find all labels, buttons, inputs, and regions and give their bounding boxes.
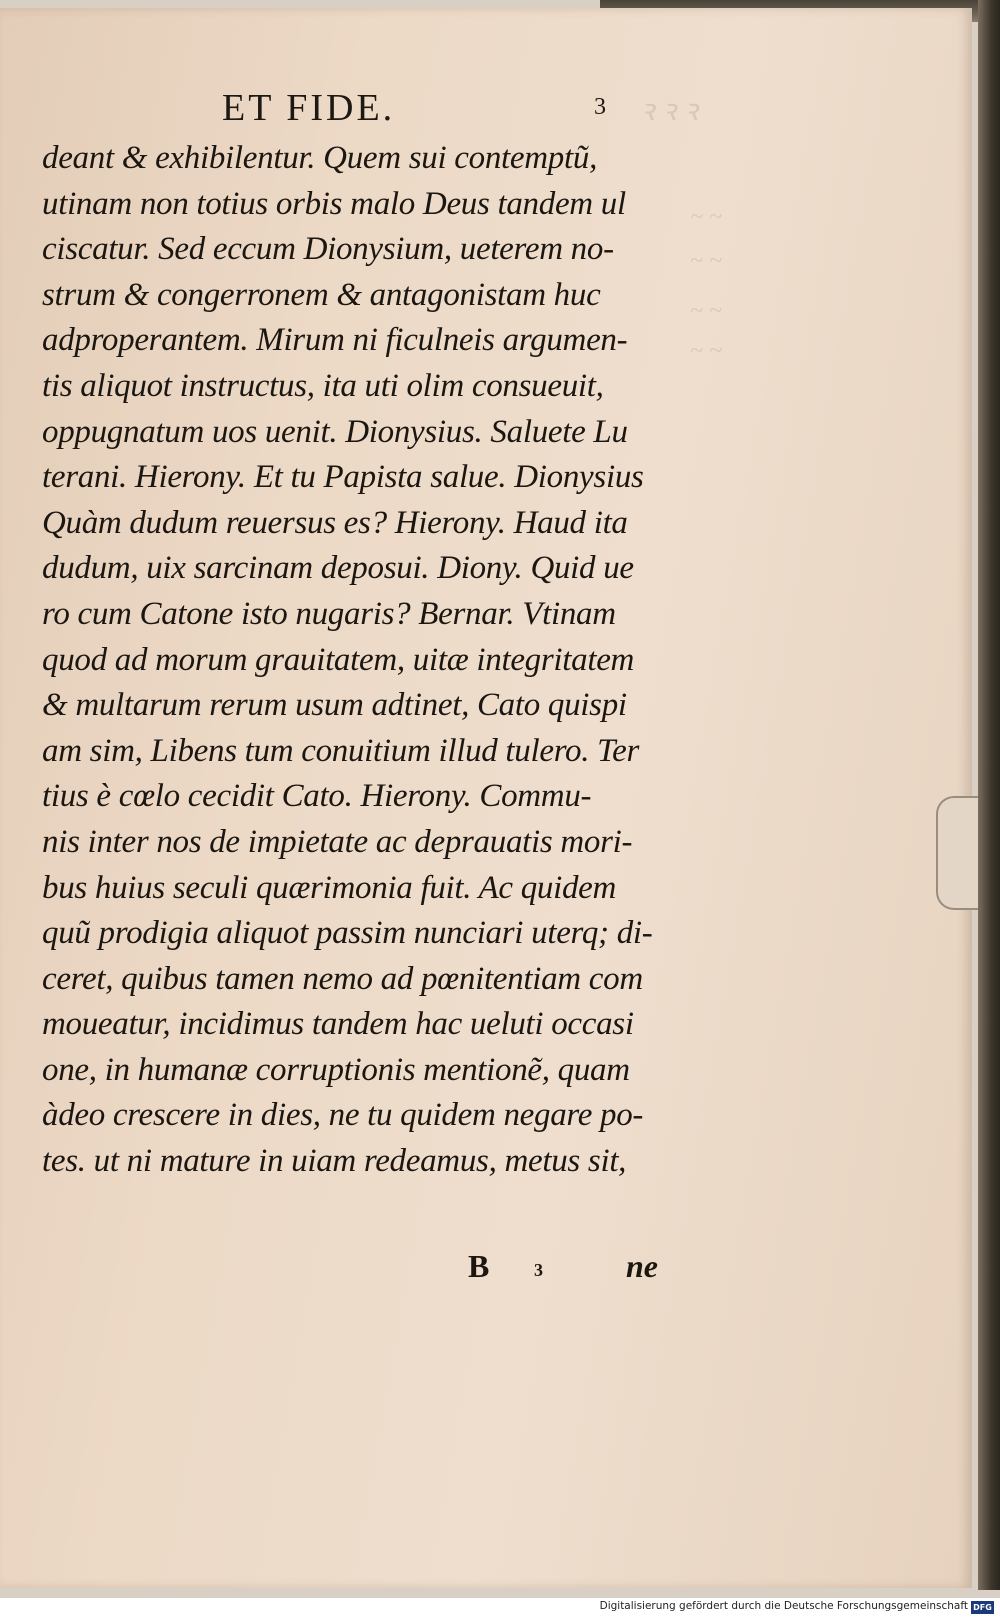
body-text xyxy=(42,136,682,1185)
text-line: one, in humanæ corruptionis mentionẽ, quam xyxy=(42,1051,630,1088)
book-edge-right xyxy=(978,0,1000,1590)
bleed-through-text: ~ ~ xyxy=(690,248,722,274)
running-head: ET FIDE. xyxy=(222,87,396,129)
text-line: nis inter nos de impietate ac deprauatis mori- xyxy=(42,823,633,860)
text-line: bus huius seculi quærimonia fuit. Ac quidem xyxy=(42,869,617,906)
text-line: ciscatur. Sed eccum Dionysium, ueterem no- xyxy=(42,231,614,268)
text-line: tius è cœlo cecidit Cato. Hierony. Commu- xyxy=(42,778,592,815)
text-line: Quàm dudum reuersus es? Hierony. Haud ita xyxy=(42,504,628,541)
text-line: quod ad morum grauitatem, uitæ integritatem xyxy=(42,641,635,678)
signature-number: 3 xyxy=(534,1260,543,1280)
text-line: moueatur, incidimus tandem hac ueluti occasi xyxy=(42,1006,634,1043)
page-tab-marker xyxy=(936,796,978,910)
text-line: adproperantem. Mirum ni ficulneis argumen- xyxy=(42,322,628,359)
funding-credit: Digitalisierung gefördert durch die Deutsche Forschungsgemeinschaft xyxy=(599,1600,968,1612)
signature-mark: B xyxy=(468,1248,490,1284)
text-line: quũ prodigia aliquot passim nunciari uterq; di- xyxy=(42,915,653,952)
book-page xyxy=(0,8,972,1588)
text-line: tes. ut ni mature in uiam redeamus, metus sit, xyxy=(42,1143,627,1180)
bleed-through-text: ~ ~ xyxy=(690,338,722,364)
bleed-through-text: ~ ~ xyxy=(690,298,722,324)
text-line: terani. Hierony. Et tu Papista salue. Dionysius xyxy=(42,459,644,496)
text-line: àdeo crescere in dies, ne tu quidem negare po- xyxy=(42,1097,644,1134)
bleed-through-text: ~ ~ xyxy=(690,204,722,230)
text-line: & multarum rerum usum adtinet, Cato quispi xyxy=(42,687,627,724)
text-line: deant & exhibilentur. Quem sui contemptũ, xyxy=(42,140,598,176)
text-line: am sim, Libens tum conuitium illud tulero. Ter xyxy=(42,732,640,769)
folio-number: 3 xyxy=(594,94,606,120)
text-line: oppugnatum uos uenit. Dionysius. Saluete Lu xyxy=(42,413,628,450)
catchword: ne xyxy=(626,1248,658,1284)
text-line: ceret, quibus tamen nemo ad pœnitentiam com xyxy=(42,960,643,997)
text-line: dudum, uix sarcinam deposui. Diony. Quid ue xyxy=(42,550,634,587)
bleed-through-text: ꝛ ꝛ ꝛ xyxy=(640,94,698,127)
text-line: utinam non totius orbis malo Deus tandem ul xyxy=(42,185,626,222)
text-line: strum & congerronem & antagonistam huc xyxy=(42,276,601,313)
text-line: ro cum Catone isto nugaris? Bernar. Vtinam xyxy=(42,595,616,632)
text-line: tis aliquot instructus, ita uti olim consueuit, xyxy=(42,367,604,404)
dfg-logo-icon: DFG xyxy=(971,1601,994,1614)
